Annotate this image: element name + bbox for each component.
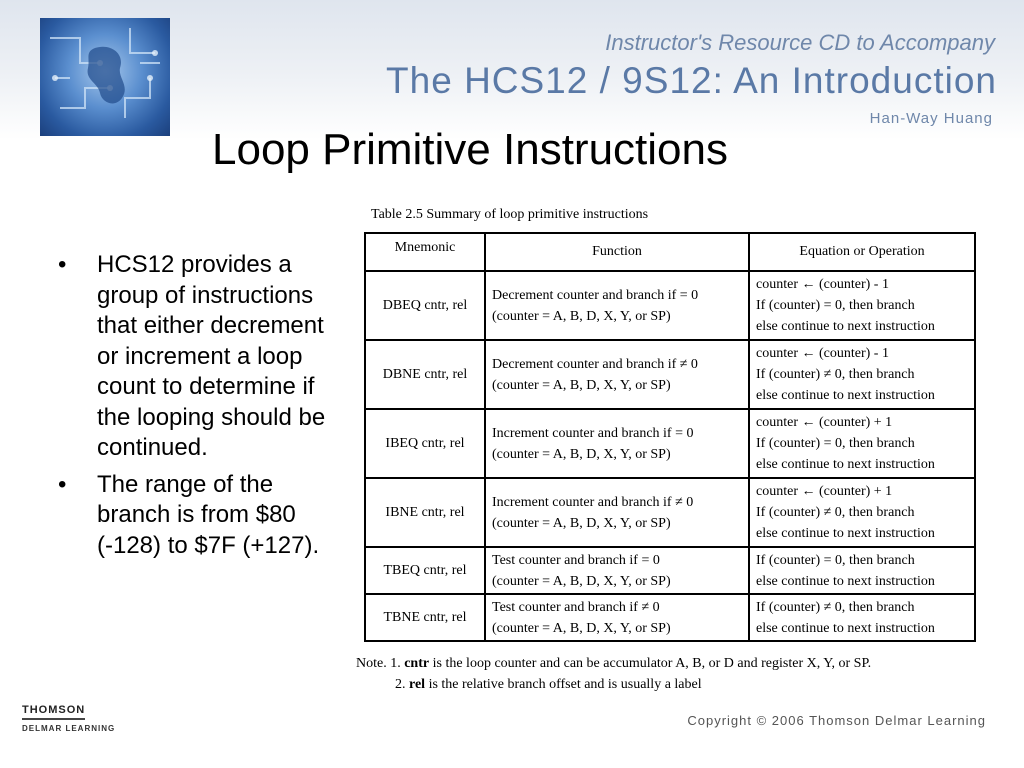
cell-function bbox=[485, 409, 749, 478]
table-row bbox=[365, 478, 975, 547]
cell-function bbox=[485, 478, 749, 547]
cell-line: (counter = A, B, D, X, Y, or SP) bbox=[492, 515, 671, 531]
cell-operation bbox=[749, 547, 975, 594]
cell-line: else continue to next instruction bbox=[756, 526, 935, 542]
cell-mnemonic: IBNE cntr, rel bbox=[365, 478, 485, 547]
publisher-sub: DELMAR LEARNING bbox=[22, 724, 116, 733]
cell-mnemonic: DBNE cntr, rel bbox=[365, 340, 485, 409]
cell-line: else continue to next instruction bbox=[756, 457, 935, 473]
cell-operation bbox=[749, 271, 975, 340]
note-1 bbox=[356, 653, 871, 674]
cell-mnemonic: TBEQ cntr, rel bbox=[365, 547, 485, 594]
bullet-list bbox=[58, 250, 333, 567]
cell-mnemonic: TBNE cntr, rel bbox=[365, 594, 485, 641]
cell-line: If (counter) = 0, then branch bbox=[756, 552, 915, 568]
bullet-dot-icon: • bbox=[58, 470, 67, 498]
cell-line: else continue to next instruction bbox=[756, 573, 935, 589]
cell-line: counter ← (counter) - 1 bbox=[756, 346, 889, 362]
cell-line: If (counter) = 0, then branch bbox=[756, 436, 915, 452]
cell-line: (counter = A, B, D, X, Y, or SP) bbox=[492, 377, 671, 393]
cell-function bbox=[485, 271, 749, 340]
note-prefix: 2. bbox=[395, 677, 409, 692]
note-term: cntr bbox=[404, 656, 430, 671]
cell-line: Test counter and branch if ≠ 0 bbox=[492, 599, 660, 615]
bullet-text: The range of the branch is from $80 (-128) to $7F (+127). bbox=[97, 470, 320, 559]
header-mnemonic: Mnemonic bbox=[365, 233, 485, 271]
cell-line: Decrement counter and branch if ≠ 0 bbox=[492, 356, 698, 372]
cell-function bbox=[485, 594, 749, 641]
slide-title: Loop Primitive Instructions bbox=[212, 125, 728, 174]
cell-line: If (counter) = 0, then branch bbox=[756, 298, 915, 314]
table-row bbox=[365, 271, 975, 340]
header-operation: Equation or Operation bbox=[749, 233, 975, 271]
loop-instructions-table bbox=[364, 232, 976, 642]
note-2 bbox=[356, 674, 871, 695]
cell-operation bbox=[749, 594, 975, 641]
globe-circuit-icon bbox=[40, 18, 170, 136]
publisher-name: THOMSON bbox=[22, 704, 85, 720]
bullet-item bbox=[58, 470, 333, 562]
table-header-row bbox=[365, 233, 975, 271]
cell-line: If (counter) ≠ 0, then branch bbox=[756, 599, 915, 615]
note-term: rel bbox=[409, 677, 426, 692]
copyright-notice: Copyright © 2006 Thomson Delmar Learning bbox=[687, 713, 986, 728]
cell-line: (counter = A, B, D, X, Y, or SP) bbox=[492, 620, 671, 636]
bullet-text: HCS12 provides a group of instructions that either decrement or increment a loop count to determine if the looping should be continued. bbox=[97, 251, 326, 461]
cell-line: counter ← (counter) - 1 bbox=[756, 277, 889, 293]
cell-operation bbox=[749, 409, 975, 478]
cell-line: Test counter and branch if = 0 bbox=[492, 552, 660, 568]
table-notes bbox=[356, 653, 871, 695]
table-row bbox=[365, 409, 975, 478]
cell-line: Increment counter and branch if = 0 bbox=[492, 425, 694, 441]
cell-line: If (counter) ≠ 0, then branch bbox=[756, 367, 915, 383]
header-function: Function bbox=[485, 233, 749, 271]
cell-line: else continue to next instruction bbox=[756, 388, 935, 404]
book-title: The HCS12 / 9S12: An Introduction bbox=[386, 60, 997, 101]
table-row bbox=[365, 547, 975, 594]
table-row bbox=[365, 340, 975, 409]
cell-line: else continue to next instruction bbox=[756, 620, 935, 636]
cell-line: (counter = A, B, D, X, Y, or SP) bbox=[492, 573, 671, 589]
cell-line: counter ← (counter) + 1 bbox=[756, 415, 893, 431]
table-caption: Table 2.5 Summary of loop primitive instructions bbox=[371, 207, 649, 222]
cell-operation bbox=[749, 340, 975, 409]
cell-line: Increment counter and branch if ≠ 0 bbox=[492, 494, 694, 510]
note-text: is the loop counter and can be accumulator A, B, or D and register X, Y, or SP. bbox=[429, 656, 872, 671]
cell-function bbox=[485, 547, 749, 594]
cell-line: Decrement counter and branch if = 0 bbox=[492, 287, 699, 303]
note-prefix: Note. 1. bbox=[356, 656, 405, 671]
bullet-dot-icon: • bbox=[58, 251, 67, 278]
author-name: Han-Way Huang bbox=[869, 110, 993, 127]
cell-line: (counter = A, B, D, X, Y, or SP) bbox=[492, 446, 671, 462]
cd-subtitle: Instructor's Resource CD to Accompany bbox=[605, 30, 995, 55]
cell-line: counter ← (counter) + 1 bbox=[756, 484, 893, 500]
cell-line: (counter = A, B, D, X, Y, or SP) bbox=[492, 308, 671, 324]
cell-line: else continue to next instruction bbox=[756, 319, 935, 335]
publisher-logo bbox=[22, 700, 134, 740]
cell-mnemonic: IBEQ cntr, rel bbox=[365, 409, 485, 478]
cell-operation bbox=[749, 478, 975, 547]
cell-line: If (counter) ≠ 0, then branch bbox=[756, 505, 915, 521]
note-text: is the relative branch offset and is usually a label bbox=[425, 677, 702, 692]
cell-mnemonic: DBEQ cntr, rel bbox=[365, 271, 485, 340]
bullet-item bbox=[58, 250, 333, 464]
table-row bbox=[365, 594, 975, 641]
cell-function bbox=[485, 340, 749, 409]
